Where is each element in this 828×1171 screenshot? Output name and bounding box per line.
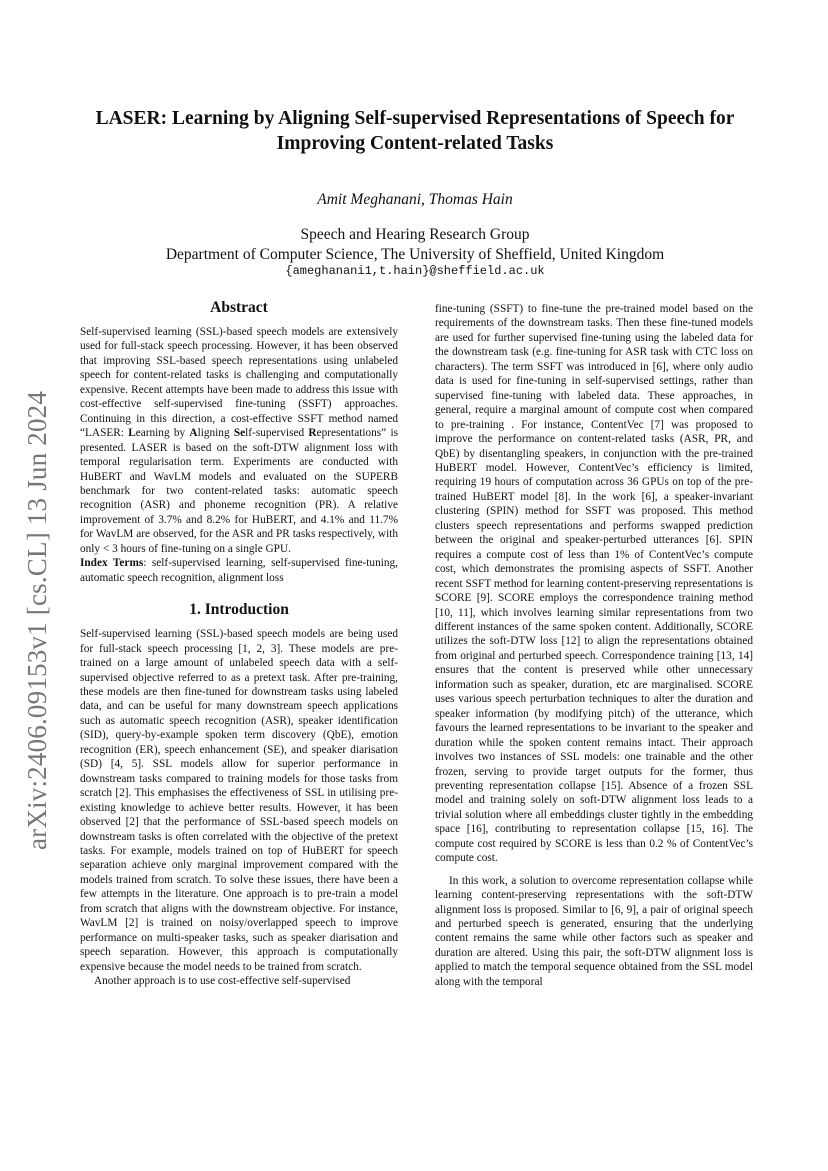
right-column bbox=[435, 302, 753, 989]
abstract-text-ligning: ligning bbox=[197, 427, 234, 440]
index-terms-label: Index Terms bbox=[80, 557, 144, 570]
acronym-L: L bbox=[128, 427, 136, 440]
left-column bbox=[80, 299, 398, 988]
acronym-A: A bbox=[189, 427, 198, 440]
affiliation-department: Department of Computer Science, The University of Sheffield, United Kingdom bbox=[165, 246, 665, 263]
author-emails: {ameghanani1,t.hain}@sheffield.ac.uk bbox=[285, 264, 545, 278]
title-line-1: LASER: Learning by Aligning Self-supervised Representations of Speech for bbox=[95, 108, 735, 129]
abstract-body bbox=[80, 325, 398, 556]
intro-paragraph-2-continued: fine-tuning (SSFT) to fine-tune the pre-trained model based on the requirements of the downstream tasks. Then these fine-tuned models are used for further supervised fine-tuning using the labeled data for the downstream task (e.g. fine-tuning for ASR task with CTC loss on characters). The term SSFT was introduced in [6], where only audio data is used for fine-tuning in self-supervised settings, rather than supervised fine-tuning with labeled data. These approaches, in general, require a marginal amount of compute cost when compared to pre-training . For instance, ContentVec [7] was proposed to improve the performance on content-related tasks (ASR, PR, and QbE) by disentangling speakers, in conjunction with the pre-trained HuBERT model. However, ContentVec’s efficiency is limited, requiring 19 hours of computation across 36 GPUs on top of the pre-trained HuBERT model [8]. In the work [6], a speaker-invariant clustering (SPIN) method for SSFT was proposed. This method clusters speech representations and performs swapped prediction between the original and speaker-perturbed utterances [6]. SPIN requires a compute cost of less than 1% of ContentVec’s compute cost, which demonstrates the promising aspects of SSFT. Another recent SSFT method for learning content-preserving representations is SCORE [9]. SCORE employs the correspondence training method [10, 11], which involves learning similar representations from two different instances of the same spoken content. Additionally, SCORE utilizes the soft-DTW loss [12] to align the representations obtained from original and perturbed speech. Correspondence training [13, 14] ensures that the content is preserved while other unnecessary information such as speaker, duration, etc are marginalised. SCORE uses various speech perturbation techniques to alter the duration and speaker information (by modifying pitch) of the utterance, which favours the learned representations to be invariant to the speaker and duration while the spoken content remains intact. Their approach involves two instances of SSL models: one trainable and the other frozen, serving to provide target outputs for the former, thus preventing representation collapse [15]. Absence of a frozen SSL model and training solely on soft-DTW alignment loss leads to a trivial solution where all embeddings cluster tightly in the embedding space [16], contributing to representation collapse [15, 16]. The compute cost required by SCORE is less than 0.2 % of ContentVec’s compute cost. bbox=[435, 303, 753, 865]
intro-paragraph-3: In this work, a solution to overcome representation collapse while learning content-preserving representations with the soft-DTW alignment loss is proposed. Similar to [6, 9], a pair of original speech and perturbed speech is generated, ensuring that the underlying content remains the same while other factors such as speaker and duration are altered. Using this pair, the soft-DTW alignment loss is applied to match the temporal sequence obtained from the SSL model along with the temporal bbox=[435, 874, 753, 988]
acronym-R: R bbox=[308, 427, 317, 440]
abstract-text-1: Self-supervised learning (SSL)-based speech models are extensively used for full-stack speech processing. However, it has been observed that improving SSL-based speech representations using unlabeled speech for content-related tasks is challenging and computationally expensive. Recent attempts have been made to address this issue with cost-effective self-supervised fine-tuning (SSFT) approaches. Continuing in this direction, a cost-effective SSFT method named “LASER: bbox=[80, 326, 398, 440]
abstract-text-2: epresentations” is presented. LASER is based on the soft-DTW alignment loss with temporal regularisation term. Experiments are conducted with HuBERT and WavLM models and evaluated on the SUPERB benchmark for two content-related tasks: automatic speech recognition (ASR) and phoneme recognition (PR). A relative improvement of 3.7% and 8.2% for HuBERT, and 4.1% and 11.7% for WavLM are observed, for the ASR and PR tasks respectively, with only < 3 hours of fine-tuning on a single GPU. bbox=[80, 427, 398, 555]
acronym-Se: Se bbox=[233, 427, 246, 440]
abstract-text-earning: earning by bbox=[135, 427, 190, 440]
affiliation-group: Speech and Hearing Research Group bbox=[300, 226, 530, 243]
title-line-2: Improving Content-related Tasks bbox=[276, 133, 554, 154]
intro-paragraph-2-start: Another approach is to use cost-effective self-supervised bbox=[94, 975, 351, 988]
authors: Amit Meghanani, Thomas Hain bbox=[317, 191, 513, 208]
intro-paragraph-1: Self-supervised learning (SSL)-based speech models are being used for full-stack speech processing [1, 2, 3]. These models are pre-trained on a large amount of unlabeled speech data with a self-supervised objective referred to as a pretext task. After pre-training, these models are then fine-tuned for downstream tasks using labeled data, and can be useful for many downstream speech applications such as automatic speech recognition (ASR), speaker identification (SID), query-by-example spoken term discovery (QbE), emotion recognition (ER), speech enhancement (SE), and speaker diarisation (SD) [4, 5]. SSL models allow for superior performance in downstream tasks compared to training models for those tasks from scratch [2]. This emphasises the effectiveness of SSL in utilising pre-existing knowledge to achieve better results. However, it has been observed [2] that the performance of SSL-based speech models on downstream tasks is often correlated with the objective of the pretext tasks. For example, models trained on top of HuBERT for speech separation achieve only marginal improvement compared with the models trained from scratch. To solve these issues, there have been a few attempts in the literature. One approach is to pre-train a model from scratch that aligns with the downstream objective. For instance, WavLM [2] is trained on noisy/overlapped speech to improve performance on multi-speaker tasks, such as speaker diarisation and speech separation. However, this approach is computationally expensive because the model needs to be trained from scratch. bbox=[80, 628, 398, 973]
affiliation bbox=[70, 225, 760, 265]
abstract-text-lf: lf-supervised bbox=[245, 427, 309, 440]
arxiv-identifier: arXiv:2406.09153v1 [cs.CL] 13 Jun 2024 bbox=[22, 390, 52, 850]
introduction-heading: 1. Introduction bbox=[189, 601, 289, 619]
index-terms-text: : self-supervised learning, self-supervised fine-tuning, automatic speech recognition, alignment loss bbox=[80, 557, 398, 584]
paper-title bbox=[70, 106, 760, 156]
index-terms bbox=[80, 556, 398, 585]
abstract-heading: Abstract bbox=[210, 299, 268, 316]
